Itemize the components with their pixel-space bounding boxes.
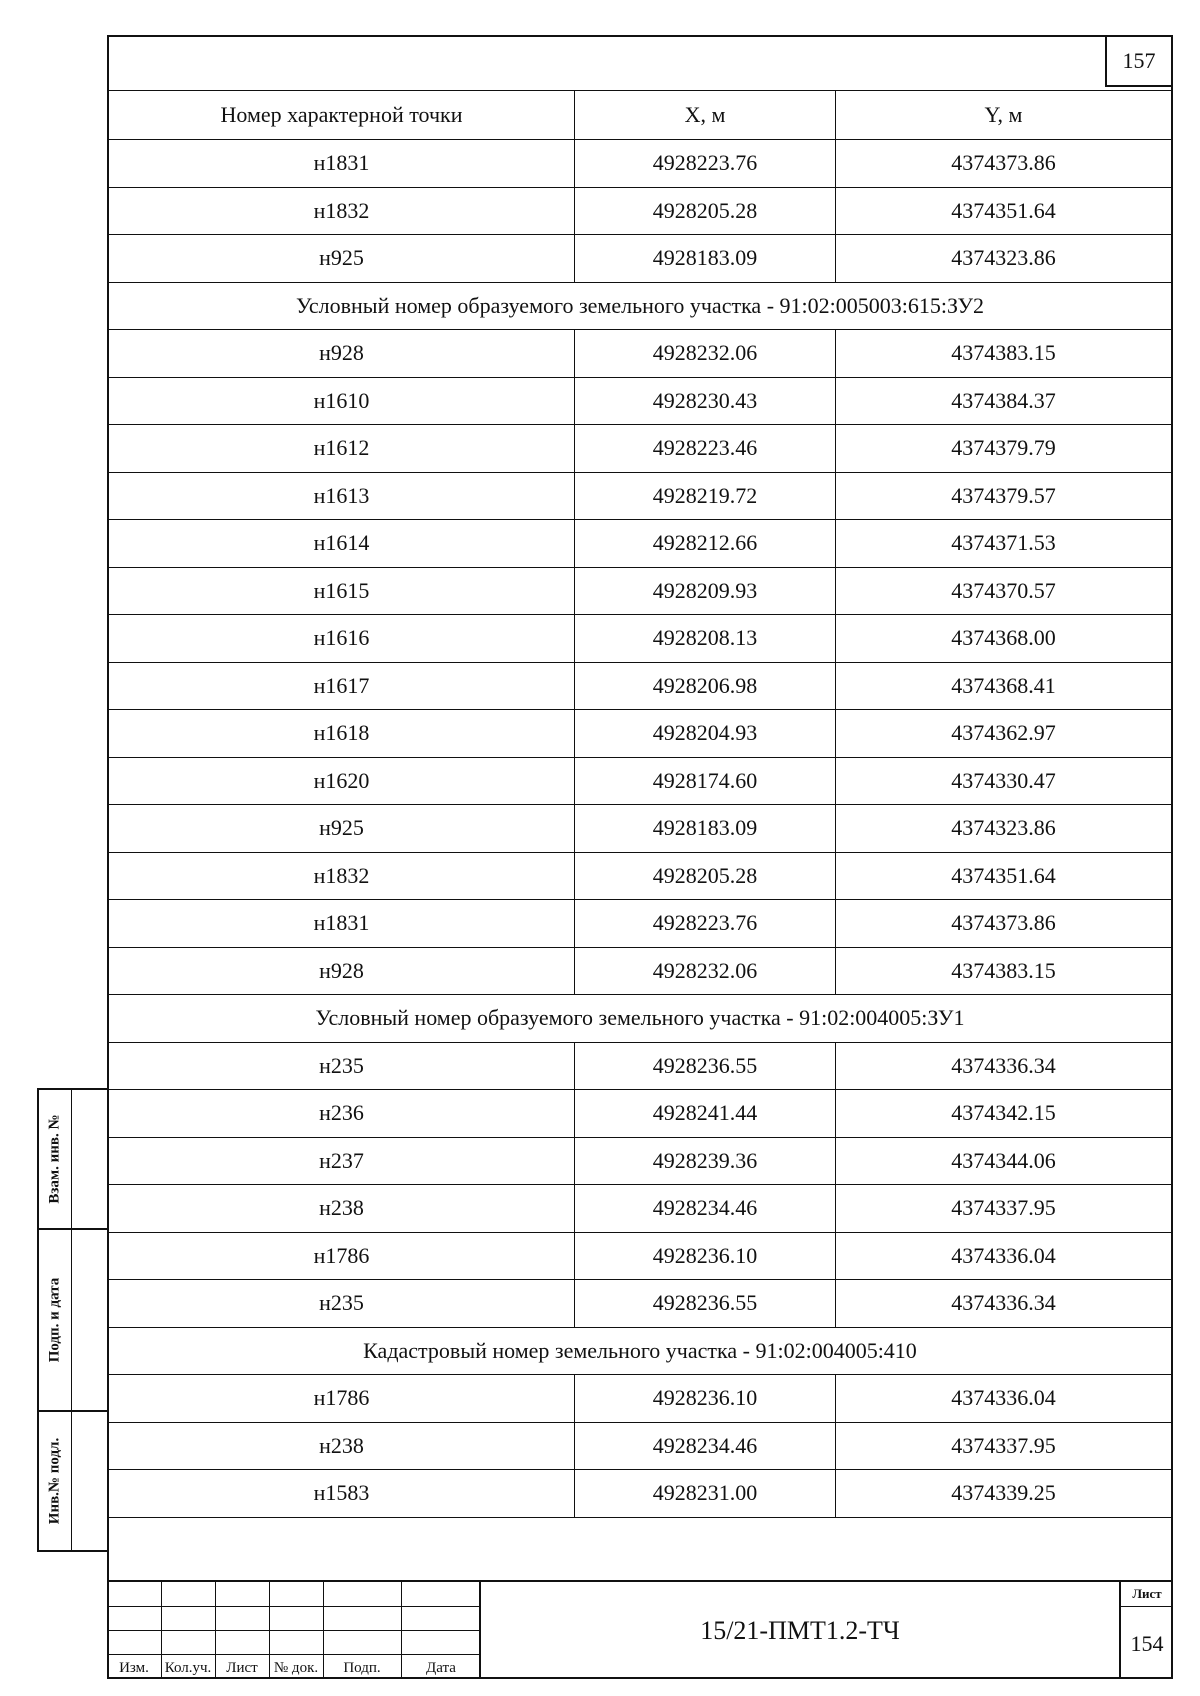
y-coordinate-cell: 4374336.34 bbox=[836, 1280, 1172, 1328]
table-row bbox=[109, 900, 1171, 948]
point-number-cell: н1618 bbox=[109, 710, 575, 758]
point-number-cell: н1831 bbox=[109, 140, 575, 188]
table-row bbox=[109, 710, 1171, 758]
y-coordinate-cell: 4374337.95 bbox=[836, 1422, 1172, 1470]
table-row bbox=[109, 235, 1171, 283]
x-coordinate-cell: 4928209.93 bbox=[575, 567, 836, 615]
x-coordinate-cell: 4928206.98 bbox=[575, 662, 836, 710]
table-row bbox=[109, 567, 1171, 615]
y-coordinate-cell: 4374379.79 bbox=[836, 425, 1172, 473]
y-coordinate-cell: 4374344.06 bbox=[836, 1137, 1172, 1185]
x-coordinate-cell: 4928205.28 bbox=[575, 187, 836, 235]
side-box-podp-data bbox=[37, 1228, 107, 1412]
table-row bbox=[109, 1470, 1171, 1518]
stamp-header-izm: Изм. bbox=[119, 1660, 149, 1676]
x-coordinate-cell: 4928223.76 bbox=[575, 140, 836, 188]
y-coordinate-cell: 4374362.97 bbox=[836, 710, 1172, 758]
point-number-cell: н238 bbox=[109, 1422, 575, 1470]
point-number-cell: н925 bbox=[109, 235, 575, 283]
table-row bbox=[109, 947, 1171, 995]
table-row bbox=[109, 1422, 1171, 1470]
y-coordinate-cell: 4374368.41 bbox=[836, 662, 1172, 710]
x-coordinate-cell: 4928236.55 bbox=[575, 1042, 836, 1090]
sheet-number: 154 bbox=[1130, 1630, 1164, 1656]
stamp-header-kol-uch: Кол.уч. bbox=[164, 1660, 212, 1676]
sheet-box bbox=[1119, 1582, 1173, 1679]
table-row bbox=[109, 1280, 1171, 1328]
table-row bbox=[109, 1090, 1171, 1138]
table-row bbox=[109, 377, 1171, 425]
x-coordinate-cell: 4928236.10 bbox=[575, 1375, 836, 1423]
point-number-cell: н1832 bbox=[109, 187, 575, 235]
section-row bbox=[109, 1327, 1171, 1375]
y-coordinate-cell: 4374373.86 bbox=[836, 900, 1172, 948]
x-coordinate-cell: 4928232.06 bbox=[575, 947, 836, 995]
y-coordinate-cell: 4374370.57 bbox=[836, 567, 1172, 615]
x-coordinate-cell: 4928241.44 bbox=[575, 1090, 836, 1138]
point-number-cell: н236 bbox=[109, 1090, 575, 1138]
table-row bbox=[109, 140, 1171, 188]
y-coordinate-cell: 4374384.37 bbox=[836, 377, 1172, 425]
y-coordinate-cell: 4374330.47 bbox=[836, 757, 1172, 805]
point-number-cell: н1583 bbox=[109, 1470, 575, 1518]
y-coordinate-cell: 4374323.86 bbox=[836, 805, 1172, 853]
point-number-cell: н1620 bbox=[109, 757, 575, 805]
x-coordinate-cell: 4928223.76 bbox=[575, 900, 836, 948]
y-coordinate-cell: 4374368.00 bbox=[836, 615, 1172, 663]
section-row bbox=[109, 282, 1171, 330]
table-row bbox=[109, 520, 1171, 568]
y-coordinate-cell: 4374336.34 bbox=[836, 1042, 1172, 1090]
section-title: Кадастровый номер земельного участка - 91:02:004005:410 bbox=[109, 1327, 1171, 1375]
point-number-cell: н1831 bbox=[109, 900, 575, 948]
table-row bbox=[109, 1375, 1171, 1423]
point-number-cell: н238 bbox=[109, 1185, 575, 1233]
header-x: X, м bbox=[575, 91, 836, 140]
y-coordinate-cell: 4374342.15 bbox=[836, 1090, 1172, 1138]
y-coordinate-cell: 4374371.53 bbox=[836, 520, 1172, 568]
table-row bbox=[109, 662, 1171, 710]
table-row bbox=[109, 1137, 1171, 1185]
x-coordinate-cell: 4928174.60 bbox=[575, 757, 836, 805]
point-number-cell: н235 bbox=[109, 1042, 575, 1090]
y-coordinate-cell: 4374323.86 bbox=[836, 235, 1172, 283]
page-number: 157 bbox=[1105, 37, 1171, 87]
point-number-cell: н928 bbox=[109, 330, 575, 378]
stamp-header-doc-no: № док. bbox=[273, 1660, 319, 1676]
x-coordinate-cell: 4928234.46 bbox=[575, 1185, 836, 1233]
x-coordinate-cell: 4928223.46 bbox=[575, 425, 836, 473]
point-number-cell: н1610 bbox=[109, 377, 575, 425]
point-number-cell: н237 bbox=[109, 1137, 575, 1185]
section-row bbox=[109, 995, 1171, 1043]
point-number-cell: н1612 bbox=[109, 425, 575, 473]
point-number-cell: н1614 bbox=[109, 520, 575, 568]
header-y: Y, м bbox=[836, 91, 1172, 140]
drawing-frame bbox=[107, 35, 1173, 1679]
section-title: Условный номер образуемого земельного участка - 91:02:004005:ЗУ1 bbox=[109, 995, 1171, 1043]
x-coordinate-cell: 4928232.06 bbox=[575, 330, 836, 378]
point-number-cell: н1786 bbox=[109, 1375, 575, 1423]
table-row bbox=[109, 852, 1171, 900]
title-block bbox=[107, 1580, 1173, 1679]
x-coordinate-cell: 4928230.43 bbox=[575, 377, 836, 425]
side-label-vzam-inv: Взам. инв. № bbox=[46, 1114, 63, 1204]
y-coordinate-cell: 4374351.64 bbox=[836, 187, 1172, 235]
section-title: Условный номер образуемого земельного участка - 91:02:005003:615:ЗУ2 bbox=[109, 282, 1171, 330]
side-box-vzam-inv bbox=[37, 1088, 107, 1230]
table-row bbox=[109, 805, 1171, 853]
x-coordinate-cell: 4928208.13 bbox=[575, 615, 836, 663]
table-row bbox=[109, 1232, 1171, 1280]
point-number-cell: н1616 bbox=[109, 615, 575, 663]
x-coordinate-cell: 4928212.66 bbox=[575, 520, 836, 568]
table-row bbox=[109, 330, 1171, 378]
x-coordinate-cell: 4928231.00 bbox=[575, 1470, 836, 1518]
x-coordinate-cell: 4928219.72 bbox=[575, 472, 836, 520]
y-coordinate-cell: 4374383.15 bbox=[836, 947, 1172, 995]
x-coordinate-cell: 4928239.36 bbox=[575, 1137, 836, 1185]
y-coordinate-cell: 4374379.57 bbox=[836, 472, 1172, 520]
point-number-cell: н928 bbox=[109, 947, 575, 995]
side-label-inv-podl: Инв.№ подл. bbox=[46, 1437, 63, 1525]
table-row bbox=[109, 425, 1171, 473]
side-label-podp-data: Подп. и дата bbox=[46, 1277, 63, 1363]
stamp-header-podp: Подп. bbox=[343, 1660, 381, 1676]
stamp-header-list: Лист bbox=[226, 1660, 258, 1676]
y-coordinate-cell: 4374336.04 bbox=[836, 1232, 1172, 1280]
point-number-cell: н235 bbox=[109, 1280, 575, 1328]
table-row bbox=[109, 615, 1171, 663]
y-coordinate-cell: 4374336.04 bbox=[836, 1375, 1172, 1423]
sheet-label: Лист bbox=[1121, 1582, 1173, 1607]
stamp-header-data: Дата bbox=[426, 1660, 456, 1676]
point-number-cell: н1615 bbox=[109, 567, 575, 615]
point-number-cell: н1617 bbox=[109, 662, 575, 710]
table-row bbox=[109, 1185, 1171, 1233]
header-point-number: Номер характерной точки bbox=[109, 91, 575, 140]
point-number-cell: н1613 bbox=[109, 472, 575, 520]
y-coordinate-cell: 4374337.95 bbox=[836, 1185, 1172, 1233]
revision-grid bbox=[107, 1582, 481, 1679]
x-coordinate-cell: 4928236.55 bbox=[575, 1280, 836, 1328]
x-coordinate-cell: 4928236.10 bbox=[575, 1232, 836, 1280]
point-number-cell: н1786 bbox=[109, 1232, 575, 1280]
y-coordinate-cell: 4374383.15 bbox=[836, 330, 1172, 378]
x-coordinate-cell: 4928204.93 bbox=[575, 710, 836, 758]
table-body bbox=[109, 140, 1171, 1518]
point-number-cell: н925 bbox=[109, 805, 575, 853]
table-row bbox=[109, 1042, 1171, 1090]
side-box-inv-podl bbox=[37, 1410, 107, 1552]
coordinates-table bbox=[109, 90, 1171, 1518]
y-coordinate-cell: 4374373.86 bbox=[836, 140, 1172, 188]
x-coordinate-cell: 4928183.09 bbox=[575, 235, 836, 283]
table-row bbox=[109, 472, 1171, 520]
table-row bbox=[109, 187, 1171, 235]
document-code: 15/21-ПМТ1.2-ТЧ bbox=[700, 1615, 900, 1645]
point-number-cell: н1832 bbox=[109, 852, 575, 900]
x-coordinate-cell: 4928234.46 bbox=[575, 1422, 836, 1470]
y-coordinate-cell: 4374339.25 bbox=[836, 1470, 1172, 1518]
y-coordinate-cell: 4374351.64 bbox=[836, 852, 1172, 900]
x-coordinate-cell: 4928205.28 bbox=[575, 852, 836, 900]
table-row bbox=[109, 757, 1171, 805]
x-coordinate-cell: 4928183.09 bbox=[575, 805, 836, 853]
table-header-row bbox=[109, 91, 1171, 140]
